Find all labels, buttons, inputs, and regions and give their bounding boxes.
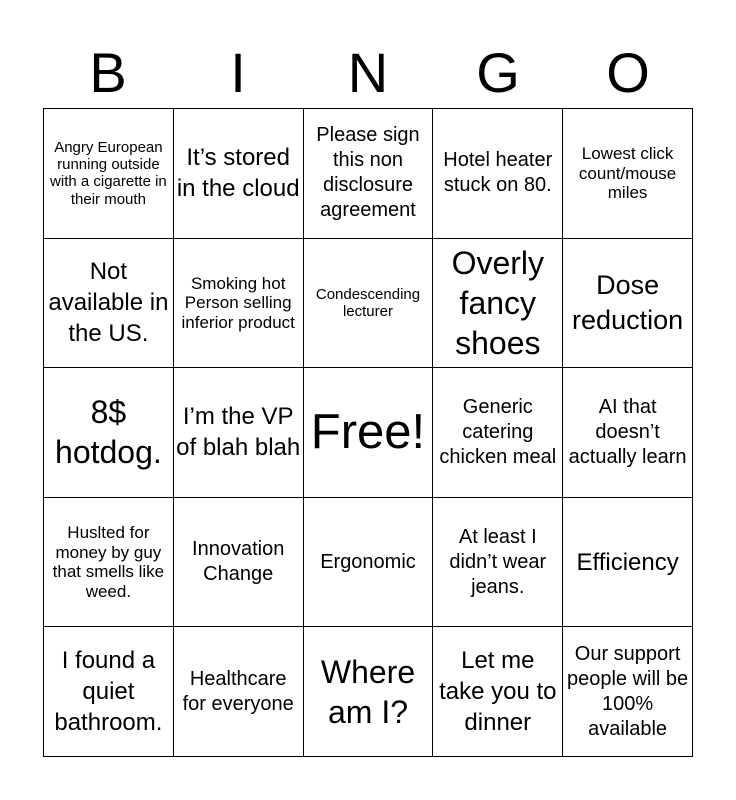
bingo-cell[interactable]: At least I didn’t wear jeans. (433, 498, 563, 628)
bingo-cell[interactable]: Angry European running outside with a cigarette in their mouth (44, 109, 174, 239)
bingo-cell[interactable]: Innovation Change (174, 498, 304, 628)
bingo-cell[interactable]: I’m the VP of blah blah (174, 368, 304, 498)
header-letter-i: I (230, 41, 246, 104)
header-letter-o: O (606, 41, 650, 104)
bingo-cell[interactable]: Overly fancy shoes (433, 239, 563, 369)
bingo-cell[interactable]: Our support people will be 100% available (563, 627, 693, 757)
bingo-cell[interactable]: Where am I? (304, 627, 434, 757)
bingo-cell[interactable]: I found a quiet bathroom. (44, 627, 174, 757)
bingo-header (43, 38, 693, 108)
header-letter-b: B (89, 41, 127, 104)
bingo-cell[interactable]: Generic catering chicken meal (433, 368, 563, 498)
bingo-cell[interactable]: Hotel heater stuck on 80. (433, 109, 563, 239)
bingo-cell[interactable]: Smoking hot Person selling inferior product (174, 239, 304, 369)
bingo-cell[interactable]: Not available in the US. (44, 239, 174, 369)
bingo-cell[interactable]: Free! (304, 368, 434, 498)
header-letter-g: G (476, 41, 520, 104)
bingo-cell[interactable]: Dose reduction (563, 239, 693, 369)
bingo-cell[interactable]: Condescending lecturer (304, 239, 434, 369)
bingo-cell[interactable]: Please sign this non disclosure agreement (304, 109, 434, 239)
bingo-cell[interactable]: Ergonomic (304, 498, 434, 628)
bingo-cell[interactable]: Let me take you to dinner (433, 627, 563, 757)
bingo-cell[interactable]: AI that doesn’t actually learn (563, 368, 693, 498)
bingo-cell[interactable]: Efficiency (563, 498, 693, 628)
bingo-cell[interactable]: Lowest click count/mouse miles (563, 109, 693, 239)
bingo-board (43, 108, 693, 757)
bingo-cell[interactable]: It’s stored in the cloud (174, 109, 304, 239)
bingo-cell[interactable]: Huslted for money by guy that smells like weed. (44, 498, 174, 628)
bingo-cell[interactable]: Healthcare for everyone (174, 627, 304, 757)
header-letter-n: N (347, 41, 389, 104)
bingo-cell[interactable]: 8$ hotdog. (44, 368, 174, 498)
